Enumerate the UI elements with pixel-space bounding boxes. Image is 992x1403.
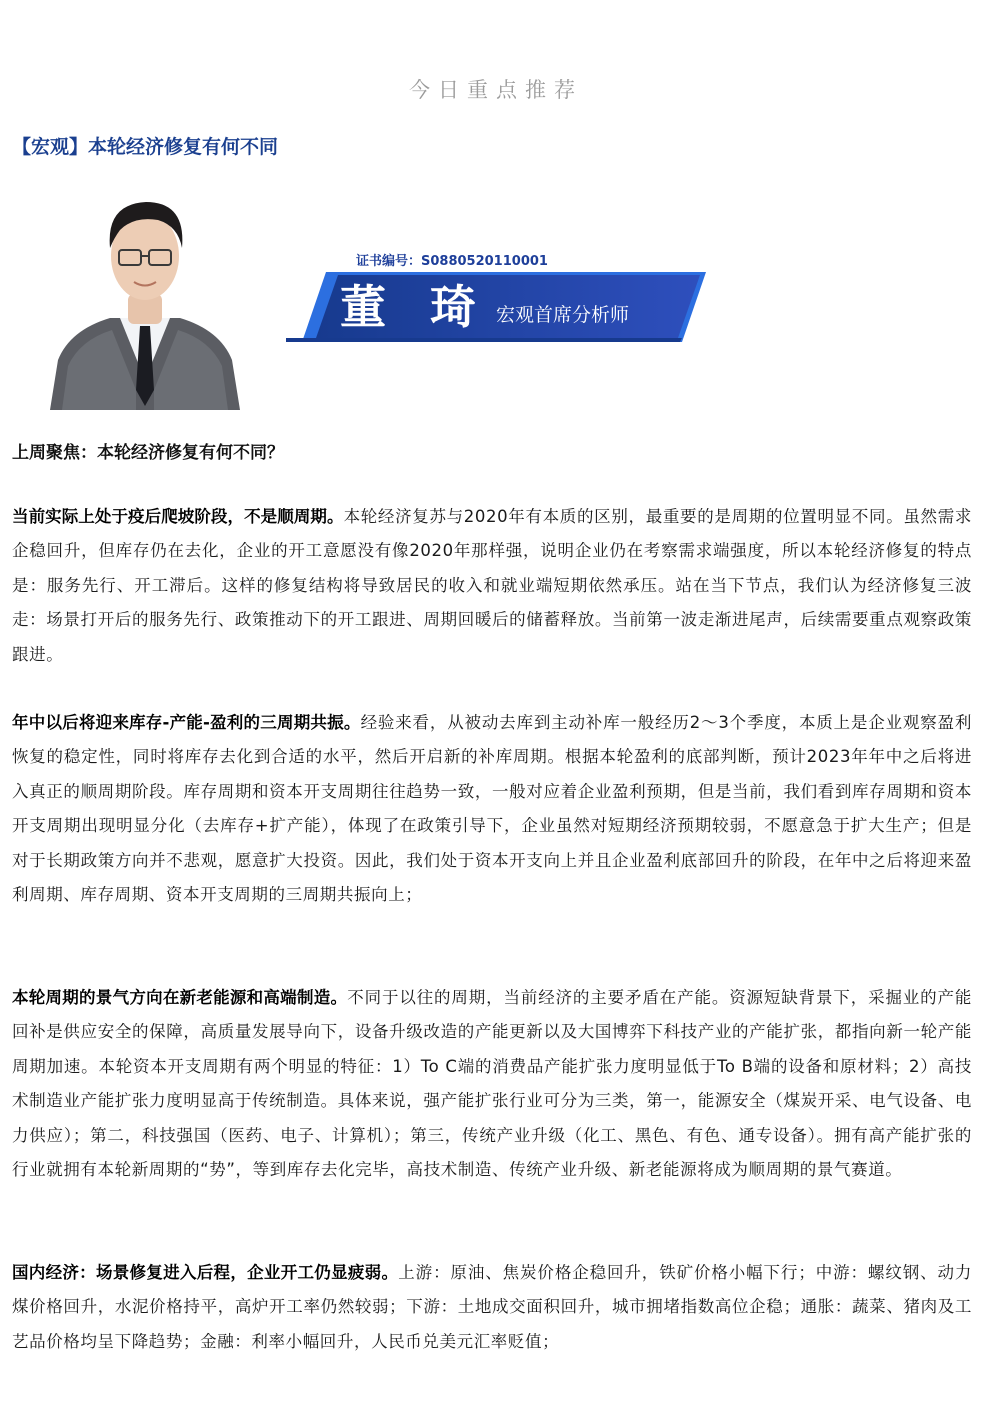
focus-heading: 上周聚焦：本轮经济修复有何不同？	[12, 443, 284, 463]
paragraph-3	[12, 981, 972, 1187]
author-role: 宏观首席分析师	[496, 304, 630, 326]
page-heading: 今日重点推荐	[409, 78, 583, 102]
paragraph-body: 经验来看，从被动去库到主动补库一般经历2～3个季度，本质上是企业观察盈利恢复的稳定性，同时将库存去化到合适的水平，然后开启新的补库周期。根据本轮盈利的底部判断，预计2023年年中之后将进入真正的顺周期阶段。库存周期和资本开支周期往往趋势一致，一般对应着企业盈利预期，但是当前，我们看到库存周期和资本开支周期出现明显分化（去库存+扩产能），体现了在政策引导下，企业虽然对短期经济预期较弱，不愿意急于扩大生产；但是对于长期政策方向并不悲观，愿意扩大投资。因此，我们处于资本开支向上并且企业盈利底部回升的阶段，在年中之后将迎来盈利周期、库存周期、资本开支周期的三周期共振向上；	[12, 713, 972, 905]
paragraph-2	[12, 706, 972, 912]
section-title: 【宏观】本轮经济修复有何不同	[12, 136, 279, 158]
paragraph-lead: 本轮周期的景气方向在新老能源和高端制造。	[12, 988, 348, 1007]
paragraph-1	[12, 500, 972, 672]
author-photo	[40, 190, 250, 410]
paragraph-body: 本轮经济复苏与2020年有本质的区别，最重要的是周期的位置明显不同。虽然需求企稳回升，但库存仍在去化，企业的开工意愿没有像2020年那样强，说明企业仍在考察需求端强度，所以本轮经济修复的特点是：服务先行、开工滞后。这样的修复结构将导致居民的收入和就业端短期依然承压。站在当下节点，我们认为经济修复三波走：场景打开后的服务先行、政策推动下的开工跟进、周期回暖后的储蓄释放。当前第一波走渐进尾声，后续需要重点观察政策跟进。	[12, 507, 972, 664]
paragraph-lead: 国内经济：场景修复进入后程，企业开工仍显疲弱。	[12, 1263, 399, 1282]
paragraph-body: 不同于以往的周期，当前经济的主要矛盾在产能。资源短缺背景下，采掘业的产能回补是供应安全的保障，高质量发展导向下，设备升级改造的产能更新以及大国博弈下科技产业的产能扩张，都指向新一轮产能周期加速。本轮资本开支周期有两个明显的特征：1）To C端的消费品产能扩张力度明显低于To B端的设备和原材料；2）高技术制造业产能扩张力度明显高于传统制造。具体来说，强产能扩张行业可分为三类，第一，能源安全（煤炭开采、电气设备、电力供应）；第二，科技强国（医药、电子、计算机）；第三，传统产业升级（化工、黑色、有色、通专设备）。拥有高产能扩张的行业就拥有本轮新周期的“势”，等到库存去化完毕，高技术制造、传统产业升级、新老能源将成为顺周期的景气赛道。	[12, 988, 972, 1180]
paragraph-lead: 年中以后将迎来库存-产能-盈利的三周期共振。	[12, 713, 361, 732]
certificate-number: 证书编号：S0880520110001	[356, 254, 548, 269]
paragraph-body: 上游：原油、焦炭价格企稳回升，铁矿价格小幅下行；中游：螺纹钢、动力煤价格回升，水泥价格持平，高炉开工率仍然较弱；下游：土地成交面积回升，城市拥堵指数高位企稳；通胀：蔬菜、猪肉及工艺品价格均呈下降趋势；金融：利率小幅回升，人民币兑美元汇率贬值；	[12, 1263, 972, 1351]
author-name: 董 琦	[340, 280, 491, 334]
paragraph-lead: 当前实际上处于疫后爬坡阶段，不是顺周期。	[12, 507, 344, 526]
paragraph-4	[12, 1256, 972, 1359]
author-banner	[40, 190, 720, 410]
